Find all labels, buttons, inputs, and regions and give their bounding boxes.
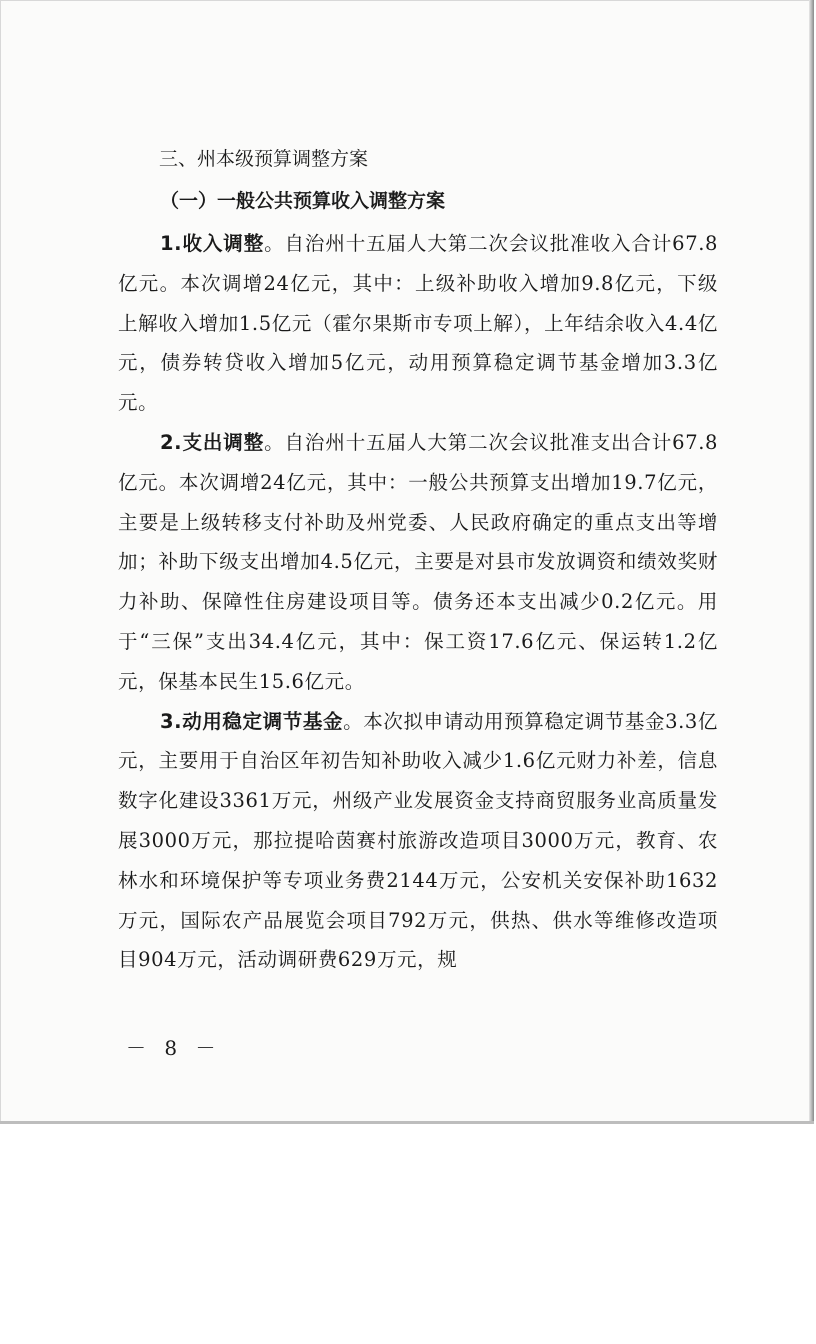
paragraph-lead: 2.支出调整 <box>160 430 265 454</box>
paragraph-income-adjustment <box>118 224 718 423</box>
paragraph-stabilization-fund <box>118 702 718 981</box>
subsection-title: （一）一般公共预算收入调整方案 <box>160 190 446 212</box>
section-title: 三、州本级预算调整方案 <box>159 148 369 170</box>
document-body <box>118 142 718 980</box>
paragraph-lead: 1.收入调整 <box>160 232 265 255</box>
paragraph-expenditure-adjustment <box>118 423 718 702</box>
paragraph-text: 。本次拟申请动用预算稳定调节基金3.3亿元，主要用于自治区年初告知补助收入减少1.6亿元财力补差，信息数字化建设3361万元，州级产业发展资金支持商贸服务业高质量发展3000万元，那拉提哈茵赛村旅游改造项目3000万元，教育、农林水和环境保护等专项业务费2144万元，公安机关安保补助1632万元，国际农产品展览会项目792万元，供热、供水等维修改造项目904万元，活动调研费629万元，规 <box>118 709 718 972</box>
scan-edge-shadow <box>809 0 814 1124</box>
paragraph-lead: 3.动用稳定调节基金 <box>160 709 344 733</box>
paragraph-text: 。自治州十五届人大第二次会议批准收入合计67.8亿元。本次调增24亿元，其中：上级补助收入增加9.8亿元，下级上解收入增加1.5亿元（霍尔果斯市专项上解），上年结余收入4.4亿元，债券转贷收入增加5亿元，动用预算稳定调节基金增加3.3亿元。 <box>118 232 719 415</box>
scan-bottom-edge <box>0 1121 814 1124</box>
paragraph-text: 。自治州十五届人大第二次会议批准支出合计67.8亿元。本次调增24亿元，其中：一般公共预算支出增加19.7亿元，主要是上级转移支付补助及州党委、人民政府确定的重点支出等增加；补助下级支出增加4.5亿元，主要是对县市发放调资和绩效奖财力补助、保障性住房建设项目等。债务还本支出减少0.2亿元。用于“三保”支出34.4亿元，其中：保工资17.6亿元、保运转1.2亿元，保基本民生15.6亿元。 <box>118 430 719 693</box>
page-number: － 8 － <box>126 1036 222 1060</box>
